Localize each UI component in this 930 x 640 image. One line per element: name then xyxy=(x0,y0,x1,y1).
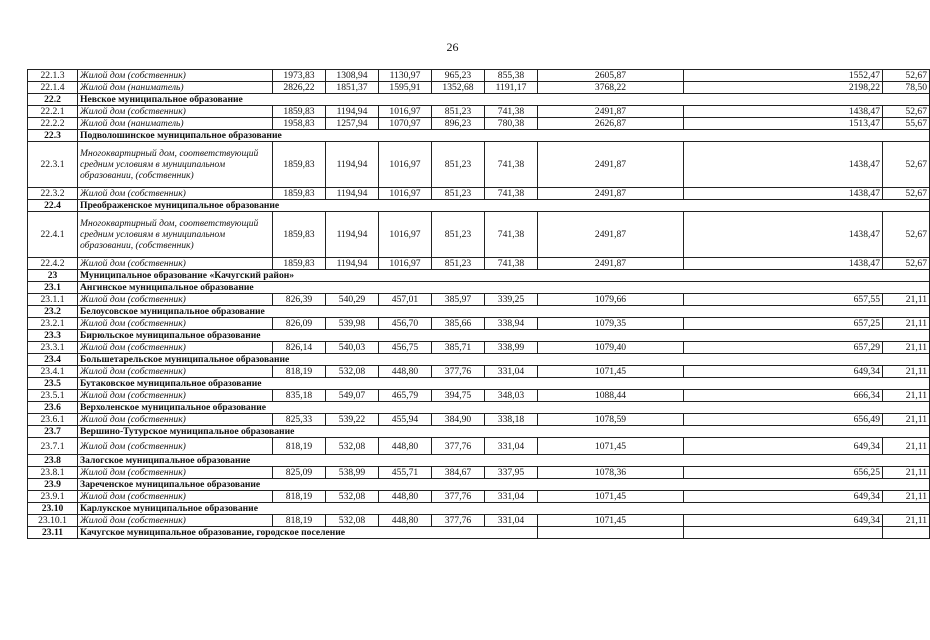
value-cell: 851,23 xyxy=(432,212,485,258)
value-cell: 78,50 xyxy=(883,82,930,94)
row-code: 23 xyxy=(28,270,78,282)
housing-type: Жилой дом (собственник) xyxy=(78,106,273,118)
row-code: 23.8.1 xyxy=(28,467,78,479)
value-cell: 532,08 xyxy=(326,515,379,527)
value-cell: 741,38 xyxy=(485,212,538,258)
section-row xyxy=(28,455,930,467)
value-cell: 1016,97 xyxy=(379,106,432,118)
table-row xyxy=(28,212,930,258)
section-row xyxy=(28,503,930,515)
value-cell: 649,34 xyxy=(684,438,883,455)
housing-type: Жилой дом (собственник) xyxy=(78,491,273,503)
value-cell: 1079,40 xyxy=(538,342,684,354)
value-cell: 455,94 xyxy=(379,414,432,426)
value-cell: 455,71 xyxy=(379,467,432,479)
value-cell: 3768,22 xyxy=(538,82,684,94)
value-cell: 851,23 xyxy=(432,188,485,200)
table-body xyxy=(28,70,930,539)
row-code: 23.8 xyxy=(28,455,78,467)
value-cell: 1513,47 xyxy=(684,118,883,130)
empty-cell xyxy=(684,527,883,539)
value-cell: 21,11 xyxy=(883,294,930,306)
value-cell: 377,76 xyxy=(432,491,485,503)
value-cell: 657,25 xyxy=(684,318,883,330)
value-cell: 52,67 xyxy=(883,142,930,188)
value-cell: 338,94 xyxy=(485,318,538,330)
empty-cell xyxy=(883,527,930,539)
section-name: Ангинское муниципальное образование xyxy=(78,282,930,294)
section-name: Зареченское муниципальное образование xyxy=(78,479,930,491)
housing-type: Жилой дом (собственник) xyxy=(78,294,273,306)
value-cell: 1859,83 xyxy=(273,212,326,258)
value-cell: 741,38 xyxy=(485,258,538,270)
value-cell: 52,67 xyxy=(883,212,930,258)
value-cell: 1191,17 xyxy=(485,82,538,94)
section-name: Вершино-Тутурское муниципальное образование xyxy=(78,426,930,438)
table-row xyxy=(28,258,930,270)
section-row xyxy=(28,479,930,491)
section-name: Большетарельское муниципальное образование xyxy=(78,354,930,366)
row-code: 23.1.1 xyxy=(28,294,78,306)
value-cell: 331,04 xyxy=(485,515,538,527)
row-code: 23.3.1 xyxy=(28,342,78,354)
section-name: Карлукское муниципальное образование xyxy=(78,503,930,515)
row-code: 22.3 xyxy=(28,130,78,142)
section-row xyxy=(28,282,930,294)
value-cell: 1079,35 xyxy=(538,318,684,330)
value-cell: 851,23 xyxy=(432,258,485,270)
table-row xyxy=(28,188,930,200)
housing-type: Жилой дом (собственник) xyxy=(78,467,273,479)
section-row xyxy=(28,94,930,106)
value-cell: 21,11 xyxy=(883,414,930,426)
value-cell: 741,38 xyxy=(485,188,538,200)
section-row xyxy=(28,426,930,438)
row-code: 23.11 xyxy=(28,527,78,539)
tariff-table xyxy=(27,69,930,539)
row-code: 23.7.1 xyxy=(28,438,78,455)
value-cell: 1016,97 xyxy=(379,212,432,258)
housing-type: Жилой дом (собственник) xyxy=(78,342,273,354)
value-cell: 448,80 xyxy=(379,366,432,378)
value-cell: 2826,22 xyxy=(273,82,326,94)
value-cell: 385,66 xyxy=(432,318,485,330)
value-cell: 549,07 xyxy=(326,390,379,402)
value-cell: 780,38 xyxy=(485,118,538,130)
table-row xyxy=(28,438,930,455)
value-cell: 835,18 xyxy=(273,390,326,402)
row-code: 22.1.3 xyxy=(28,70,78,82)
section-name: Подволошинское муниципальное образование xyxy=(78,130,930,142)
value-cell: 1438,47 xyxy=(684,188,883,200)
value-cell: 331,04 xyxy=(485,491,538,503)
value-cell: 2491,87 xyxy=(538,142,684,188)
value-cell: 52,67 xyxy=(883,106,930,118)
empty-cell xyxy=(538,527,684,539)
value-cell: 348,03 xyxy=(485,390,538,402)
table-row xyxy=(28,366,930,378)
value-cell: 337,95 xyxy=(485,467,538,479)
row-code: 22.2.2 xyxy=(28,118,78,130)
row-code: 22.2.1 xyxy=(28,106,78,118)
value-cell: 465,79 xyxy=(379,390,432,402)
value-cell: 2605,87 xyxy=(538,70,684,82)
value-cell: 394,75 xyxy=(432,390,485,402)
row-code: 22.4.1 xyxy=(28,212,78,258)
value-cell: 385,97 xyxy=(432,294,485,306)
value-cell: 1257,94 xyxy=(326,118,379,130)
page-number: 26 xyxy=(446,40,459,54)
section-name: Муниципальное образование «Качугский район» xyxy=(78,270,930,282)
value-cell: 1352,68 xyxy=(432,82,485,94)
row-code: 22.4 xyxy=(28,200,78,212)
value-cell: 540,29 xyxy=(326,294,379,306)
housing-type: Жилой дом (собственник) xyxy=(78,438,273,455)
row-code: 22.1.4 xyxy=(28,82,78,94)
table-row xyxy=(28,515,930,527)
value-cell: 826,39 xyxy=(273,294,326,306)
value-cell: 851,23 xyxy=(432,142,485,188)
housing-type: Жилой дом (собственник) xyxy=(78,515,273,527)
value-cell: 338,18 xyxy=(485,414,538,426)
row-code: 23.6.1 xyxy=(28,414,78,426)
section-name: Невское муниципальное образование xyxy=(78,94,930,106)
value-cell: 1859,83 xyxy=(273,106,326,118)
value-cell: 818,19 xyxy=(273,438,326,455)
value-cell: 377,76 xyxy=(432,366,485,378)
table-row xyxy=(28,82,930,94)
table-row xyxy=(28,294,930,306)
section-name: Преображенское муниципальное образование xyxy=(78,200,930,212)
value-cell: 1859,83 xyxy=(273,258,326,270)
value-cell: 532,08 xyxy=(326,438,379,455)
value-cell: 1071,45 xyxy=(538,438,684,455)
value-cell: 1438,47 xyxy=(684,258,883,270)
value-cell: 1438,47 xyxy=(684,212,883,258)
housing-type: Жилой дом (собственник) xyxy=(78,258,273,270)
section-name: Качугское муниципальное образование, городское поселение xyxy=(78,527,538,539)
value-cell: 1194,94 xyxy=(326,188,379,200)
value-cell: 741,38 xyxy=(485,106,538,118)
value-cell: 385,71 xyxy=(432,342,485,354)
row-code: 23.1 xyxy=(28,282,78,294)
section-row xyxy=(28,200,930,212)
housing-type: Жилой дом (собственник) xyxy=(78,188,273,200)
section-row xyxy=(28,270,930,282)
value-cell: 457,01 xyxy=(379,294,432,306)
value-cell: 52,67 xyxy=(883,188,930,200)
row-code: 23.4 xyxy=(28,354,78,366)
value-cell: 21,11 xyxy=(883,366,930,378)
value-cell: 1308,94 xyxy=(326,70,379,82)
table-row xyxy=(28,142,930,188)
value-cell: 21,11 xyxy=(883,491,930,503)
value-cell: 1194,94 xyxy=(326,258,379,270)
value-cell: 1071,45 xyxy=(538,515,684,527)
value-cell: 1079,66 xyxy=(538,294,684,306)
value-cell: 649,34 xyxy=(684,491,883,503)
value-cell: 818,19 xyxy=(273,366,326,378)
value-cell: 1071,45 xyxy=(538,491,684,503)
value-cell: 377,76 xyxy=(432,515,485,527)
value-cell: 825,09 xyxy=(273,467,326,479)
value-cell: 1194,94 xyxy=(326,212,379,258)
value-cell: 1194,94 xyxy=(326,106,379,118)
section-row xyxy=(28,354,930,366)
housing-type: Жилой дом (собственник) xyxy=(78,366,273,378)
value-cell: 851,23 xyxy=(432,106,485,118)
value-cell: 2491,87 xyxy=(538,188,684,200)
value-cell: 818,19 xyxy=(273,491,326,503)
table-row xyxy=(28,70,930,82)
housing-type: Жилой дом (наниматель) xyxy=(78,118,273,130)
row-code: 23.3 xyxy=(28,330,78,342)
value-cell: 896,23 xyxy=(432,118,485,130)
value-cell: 1016,97 xyxy=(379,258,432,270)
value-cell: 331,04 xyxy=(485,366,538,378)
row-code: 23.9.1 xyxy=(28,491,78,503)
value-cell: 1070,97 xyxy=(379,118,432,130)
section-name: Бирюльское муниципальное образование xyxy=(78,330,930,342)
value-cell: 539,98 xyxy=(326,318,379,330)
value-cell: 818,19 xyxy=(273,515,326,527)
value-cell: 52,67 xyxy=(883,258,930,270)
value-cell: 1016,97 xyxy=(379,188,432,200)
row-code: 22.3.2 xyxy=(28,188,78,200)
section-row xyxy=(28,527,930,539)
section-row xyxy=(28,306,930,318)
row-code: 22.2 xyxy=(28,94,78,106)
value-cell: 656,49 xyxy=(684,414,883,426)
housing-type: Жилой дом (собственник) xyxy=(78,390,273,402)
table-row xyxy=(28,342,930,354)
housing-type: Жилой дом (наниматель) xyxy=(78,82,273,94)
value-cell: 532,08 xyxy=(326,366,379,378)
housing-type: Жилой дом (собственник) xyxy=(78,414,273,426)
value-cell: 965,23 xyxy=(432,70,485,82)
housing-type: Многоквартирный дом, соответствующий средним условиям в муниципальном образовании, (собственник) xyxy=(78,212,273,258)
section-row xyxy=(28,330,930,342)
value-cell: 1958,83 xyxy=(273,118,326,130)
value-cell: 1071,45 xyxy=(538,366,684,378)
value-cell: 540,03 xyxy=(326,342,379,354)
row-code: 22.3.1 xyxy=(28,142,78,188)
value-cell: 52,67 xyxy=(883,70,930,82)
value-cell: 21,11 xyxy=(883,515,930,527)
value-cell: 538,99 xyxy=(326,467,379,479)
value-cell: 539,22 xyxy=(326,414,379,426)
table-row xyxy=(28,414,930,426)
value-cell: 448,80 xyxy=(379,438,432,455)
value-cell: 649,34 xyxy=(684,515,883,527)
value-cell: 855,38 xyxy=(485,70,538,82)
value-cell: 1973,83 xyxy=(273,70,326,82)
section-name: Залогское муниципальное образование xyxy=(78,455,930,467)
housing-type: Жилой дом (собственник) xyxy=(78,70,273,82)
value-cell: 1078,59 xyxy=(538,414,684,426)
table-row xyxy=(28,106,930,118)
section-name: Бутаковское муниципальное образование xyxy=(78,378,930,390)
housing-type: Жилой дом (собственник) xyxy=(78,318,273,330)
table-row xyxy=(28,318,930,330)
row-code: 23.6 xyxy=(28,402,78,414)
value-cell: 532,08 xyxy=(326,491,379,503)
value-cell: 1078,36 xyxy=(538,467,684,479)
row-code: 23.4.1 xyxy=(28,366,78,378)
value-cell: 826,14 xyxy=(273,342,326,354)
value-cell: 2491,87 xyxy=(538,212,684,258)
value-cell: 55,67 xyxy=(883,118,930,130)
value-cell: 1088,44 xyxy=(538,390,684,402)
value-cell: 2626,87 xyxy=(538,118,684,130)
value-cell: 21,11 xyxy=(883,318,930,330)
row-code: 23.9 xyxy=(28,479,78,491)
value-cell: 448,80 xyxy=(379,515,432,527)
value-cell: 1194,94 xyxy=(326,142,379,188)
value-cell: 1859,83 xyxy=(273,142,326,188)
value-cell: 384,67 xyxy=(432,467,485,479)
value-cell: 21,11 xyxy=(883,438,930,455)
row-code: 23.2.1 xyxy=(28,318,78,330)
value-cell: 338,99 xyxy=(485,342,538,354)
value-cell: 456,70 xyxy=(379,318,432,330)
table-row xyxy=(28,118,930,130)
value-cell: 826,09 xyxy=(273,318,326,330)
housing-type: Многоквартирный дом, соответствующий средним условиям в муниципальном образовании, (собственник) xyxy=(78,142,273,188)
value-cell: 21,11 xyxy=(883,342,930,354)
table-row xyxy=(28,491,930,503)
value-cell: 825,33 xyxy=(273,414,326,426)
value-cell: 456,75 xyxy=(379,342,432,354)
row-code: 22.4.2 xyxy=(28,258,78,270)
value-cell: 339,25 xyxy=(485,294,538,306)
value-cell: 448,80 xyxy=(379,491,432,503)
value-cell: 1438,47 xyxy=(684,106,883,118)
section-row xyxy=(28,402,930,414)
row-code: 23.10 xyxy=(28,503,78,515)
section-row xyxy=(28,130,930,142)
section-name: Верхоленское муниципальное образование xyxy=(78,402,930,414)
row-code: 23.10.1 xyxy=(28,515,78,527)
value-cell: 1016,97 xyxy=(379,142,432,188)
value-cell: 1859,83 xyxy=(273,188,326,200)
section-name: Белоусовское муниципальное образование xyxy=(78,306,930,318)
table-row xyxy=(28,390,930,402)
table-row xyxy=(28,467,930,479)
value-cell: 2491,87 xyxy=(538,106,684,118)
value-cell: 741,38 xyxy=(485,142,538,188)
value-cell: 657,55 xyxy=(684,294,883,306)
value-cell: 1438,47 xyxy=(684,142,883,188)
value-cell: 649,34 xyxy=(684,366,883,378)
value-cell: 331,04 xyxy=(485,438,538,455)
value-cell: 666,34 xyxy=(684,390,883,402)
row-code: 23.5.1 xyxy=(28,390,78,402)
value-cell: 2491,87 xyxy=(538,258,684,270)
value-cell: 384,90 xyxy=(432,414,485,426)
value-cell: 1552,47 xyxy=(684,70,883,82)
value-cell: 1851,37 xyxy=(326,82,379,94)
row-code: 23.5 xyxy=(28,378,78,390)
value-cell: 657,29 xyxy=(684,342,883,354)
value-cell: 1595,91 xyxy=(379,82,432,94)
section-row xyxy=(28,378,930,390)
value-cell: 656,25 xyxy=(684,467,883,479)
value-cell: 377,76 xyxy=(432,438,485,455)
row-code: 23.2 xyxy=(28,306,78,318)
value-cell: 1130,97 xyxy=(379,70,432,82)
value-cell: 21,11 xyxy=(883,467,930,479)
row-code: 23.7 xyxy=(28,426,78,438)
value-cell: 21,11 xyxy=(883,390,930,402)
value-cell: 2198,22 xyxy=(684,82,883,94)
